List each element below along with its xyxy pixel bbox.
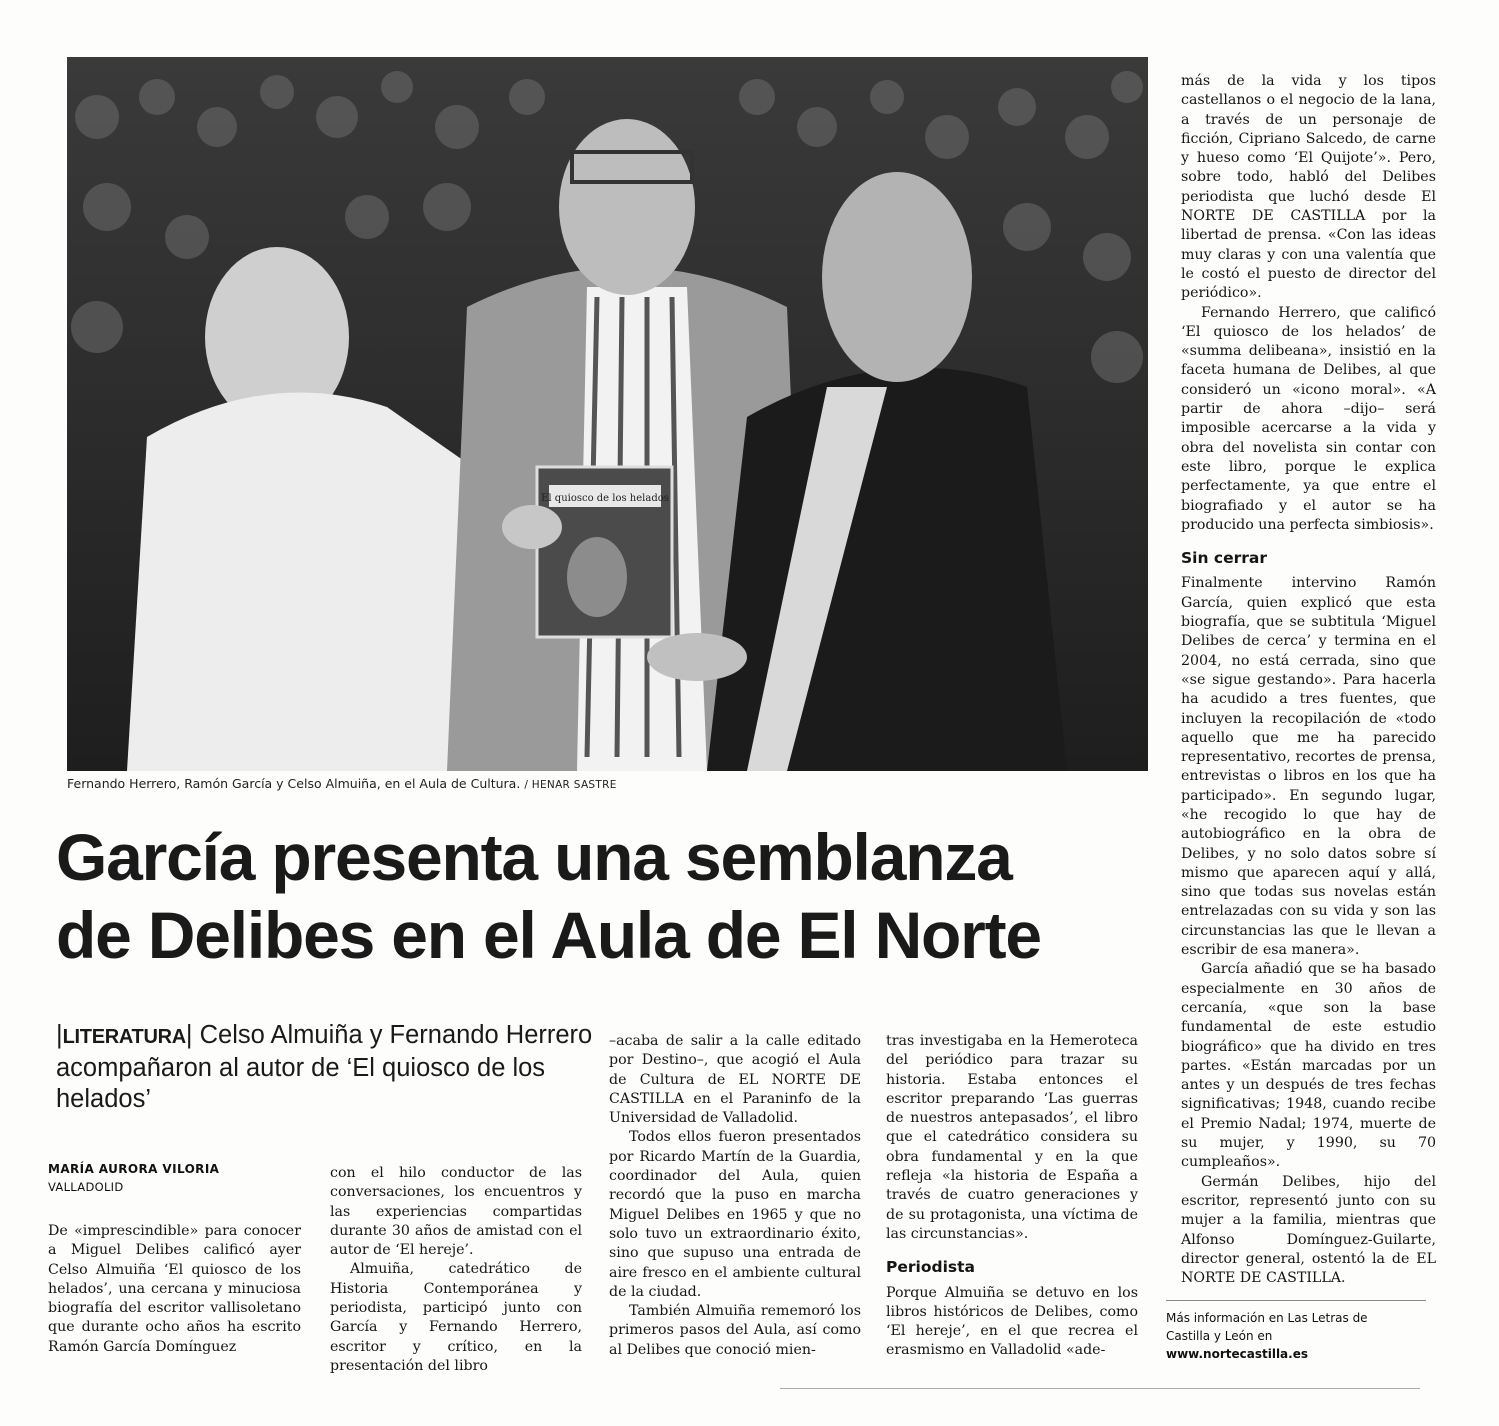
article-column-1 [48,1222,301,1357]
section-tag: LITERATURA [62,1026,186,1048]
article-column-4 [886,1032,1138,1361]
article-column-5 [1181,72,1436,1288]
paragraph: García añadió que se ha basado especialmente en 30 años de cercanía, «que son la base fundamental de este estudio biográfico» que ha divido en tres partes. «Están marcadas por un antes y un después de tres fechas significativas; 1948, cuando recibe el Premio Nadal; 1974, muerte de su mujer, y 1990, su 70 cumpleaños». [1181,961,1436,1171]
subheadline: |LITERATURA| Celso Almuiña y Fernando Herrero acompañaron al autor de ‘El quiosco de los helados’ [56,1021,593,1113]
headline-line-2: de Delibes en el Aula de El Norte [56,898,1041,972]
section-heading-sin-cerrar: Sin cerrar [1181,549,1267,568]
headline-line-1: García presenta una semblanza [56,820,1012,894]
photo-caption [67,776,1148,791]
paragraph: Germán Delibes, hijo del escritor, representó junto con su mujer a la familia, mientras que Alfonso Domínguez-Guilarte, director general, ostentó la de EL NORTE DE CASTILLA. [1181,1173,1436,1287]
section-heading-periodista: Periodista [886,1258,975,1277]
paragraph: más de la vida y los tipos castellanos o el negocio de la lana, a través de un personaje de ficción, Cipriano Salcedo, de carne y hueso como ‘El Quijote’». Pero, sobre todo, habló del Delibes periodista que luchó desde El NORTE DE CASTILLA por la libertad de prensa. «Con las ideas muy claras y con una valentía que le costó el puesto de director del periódico». [1181,73,1436,302]
dateline-place: VALLADOLID [48,1180,124,1194]
paragraph: Almuiña, catedrático de Historia Contemporánea y periodista, participó junto con García y Fernando Herrero, escritor y crítico, en la presentación del libro [330,1261,582,1374]
article-column-3 [609,1032,861,1360]
paragraph: Fernando Herrero, que calificó ‘El quiosco de los helados’ de «summa delibeana», insistió en la faceta humana de Delibes, al que consideró un «icono moral». «A partir de ahora –dijo– será imposible acercarse a la vida y obra del novelista sin contar con este libro, porque le explica perfectamente, ya que entre el biografiado y el autor se ha producido una perfecta simbiosis». [1181,304,1436,533]
photo-image [67,57,1148,771]
paragraph: con el hilo conductor de las conversaciones, los encuentros y las experiencias compartidas durante 30 años de amistad con el autor de ‘El hereje’. [330,1165,582,1259]
book-title: El quiosco de los helados [541,493,669,504]
byline [48,1162,298,1194]
subhead-text: Celso Almuiña y Fernando Herrero acompañaron al autor de ‘El quiosco de los helados’ [56,1021,593,1113]
paragraph: –acaba de salir a la calle editado por Destino–, que acogió el Aula de Cultura de EL NORTE DE CASTILLA en el Paraninfo de la Universidad de Valladolid. [609,1033,861,1127]
paragraph: Todos ellos fueron presentados por Ricardo Martín de la Guardia, coordinador del Aula, quien recordó que la puso en marcha Miguel Delibes en 1965 y que no solo tuvo un extraordinario éxito, sino que supuso una entrada de aire fresco en el ambiente cultural de la ciudad. [609,1129,861,1300]
more-info-link[interactable]: www.nortecastilla.es [1166,1347,1308,1361]
paragraph: tras investigaba en la Hemeroteca del periódico para trazar su historia. Estaba entonces el escritor preparando ‘Las guerras de nuestros antepasados’, el libro que el catedrático considera su obra fundamental y en la que refleja «la historia de España a través de cuatro generaciones y de su protagonista, una víctima de las circunstancias». [886,1033,1138,1242]
paragraph: Porque Almuiña se detuvo en los libros históricos de Delibes, como ‘El hereje’, en el que recrea el erasmismo en Valladolid «ade- [886,1284,1138,1359]
paragraph: Finalmente intervino Ramón García, quien explicó que esta biografía, que se subtitula ‘Miguel Delibes de cerca’ y termina en el 2004, no está cerrada, sino que «se sigue gestando». Para hacerla ha acudido a tres fuentes, que incluyen la recopilación de «todo aquello que me ha parecido representativo, recortes de prensa, entrevistas o libros en los que ha participado». En segundo lugar, «he recogido lo que hay de autobiográfico en la obra de Delibes, y no solo datos sobre sí mismo que aparecen aquí y allá, sino que todas sus novelas están entrelazadas con su vida y son las circunstancias las que le llevan a escribir de esa manera». [1181,575,1436,959]
more-info-text: Más información en Las Letras de Castilla y León en [1166,1311,1368,1343]
photo-credit: / HENAR SASTRE [524,779,617,791]
caption-text: Fernando Herrero, Ramón García y Celso Almuiña, en el Aula de Cultura. [67,776,521,791]
article-column-2 [330,1164,582,1376]
divider [1166,1300,1426,1301]
paragraph: También Almuiña rememoró los primeros pasos del Aula, así como al Delibes que conoció mien- [609,1303,861,1358]
paragraph: De «imprescindible» para conocer a Miguel Delibes calificó ayer Celso Almuiña ‘El quiosco de los helados’, una cercana y minuciosa biografía del escritor vallisoletano que durante ocho años ha escrito Ramón García Domínguez [48,1223,301,1355]
more-info-box [1166,1309,1406,1363]
headline [56,818,1156,974]
bottom-rule [780,1388,1420,1389]
news-photo [67,57,1148,771]
author-name: MARÍA AURORA VILORIA [48,1162,220,1176]
